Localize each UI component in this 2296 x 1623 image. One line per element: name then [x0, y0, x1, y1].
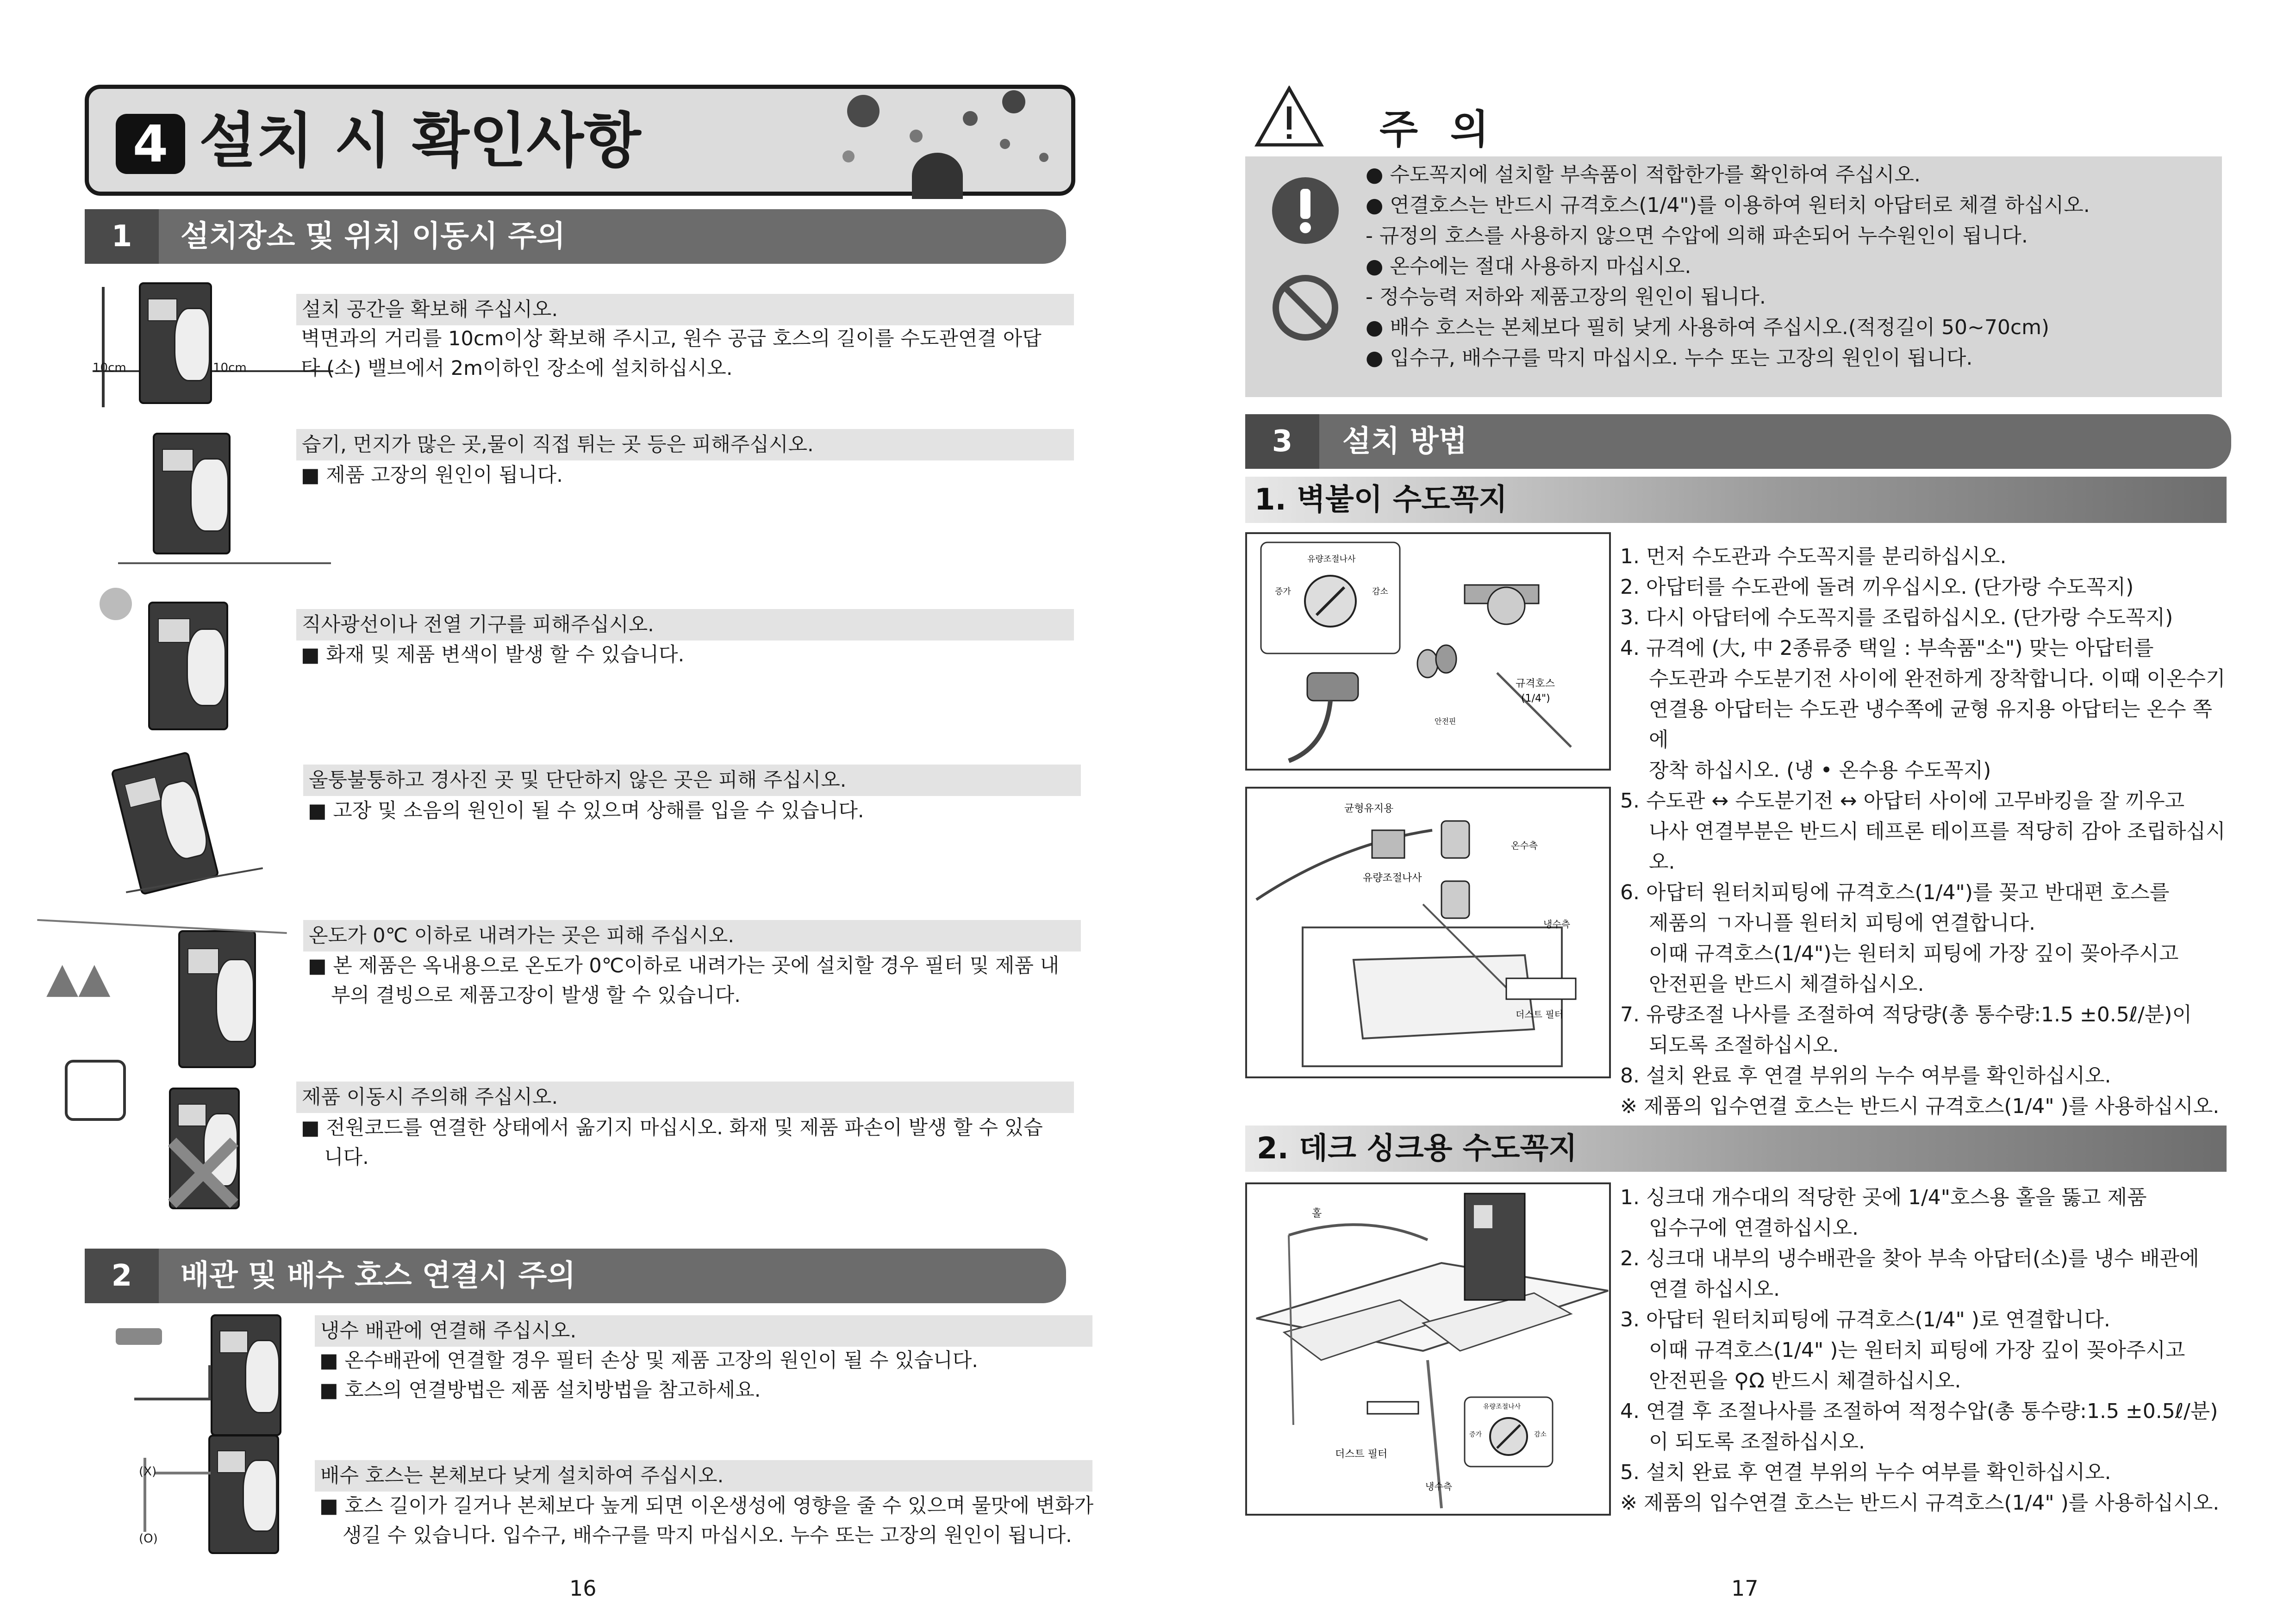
- caution-lines: ● 수도꼭지에 설치할 부속품이 적합한가를 확인하여 주십시오. ● 연결호스는 반드시 규격호스(1/4")를 이용하여 원터치 아답터로 체결 하십시오. - 규정의 호스를 사용하지 않으면 수압에 의해 파손되어 누수원인이 됩니다. ● 온수에는 절대 사용하지 마십시오. - 정수능력 저하와 제품고장의 원인이 됩니다. ● 배수 호스는 본체보다 필히 낮게 사용하여 주십시오.(적정길이 50~70cm) ● 입수구, 배수구를 막지 마십시오. 누수 또는 고장의 원인이 됩니다.: [1366, 163, 2090, 370]
- svg-text:유량조절나사: 유량조절나사: [1307, 554, 1356, 564]
- item2-body: ■ 제품 고장의 원인이 됩니다.: [301, 464, 563, 487]
- mark-o: (O): [139, 1532, 158, 1546]
- item5-heading: 온도가 0℃ 이하로 내려가는 곳은 피해 주십시오.: [303, 920, 1081, 951]
- chapter-number-badge: 4: [116, 114, 185, 174]
- page-number-left: 16: [569, 1576, 597, 1601]
- item4-heading: 울퉁불퉁하고 경사진 곳 및 단단하지 않은 곳은 피해 주십시오.: [303, 765, 1081, 796]
- mark-x: (X): [139, 1465, 157, 1479]
- item8-body: ■ 호스 길이가 길거나 본체보다 높게 되면 이온생성에 영향을 줄 수 있으며 물맛에 변화가 생길 수 있습니다. 입수구, 배수구를 막지 마십시오. 누수 또는 고장의 원인이 됩니다.: [319, 1494, 1094, 1547]
- svg-text:냉수측: 냉수측: [1425, 1481, 1452, 1492]
- svg-text:냉수측: 냉수측: [1543, 919, 1570, 930]
- section2-number: 2: [85, 1249, 159, 1303]
- svg-text:유량조절나사: 유량조절나사: [1363, 872, 1422, 884]
- item7-body: ■ 온수배관에 연결할 경우 필터 손상 및 제품 고장의 원인이 될 수 있습니다. ■ 호스의 연결방법은 제품 설치방법을 참고하세요.: [319, 1349, 978, 1402]
- item2-heading: 습기, 먼지가 많은 곳,물이 직접 튀는 곳 등은 피해주십시오.: [296, 429, 1074, 460]
- figure-deck-sink: [1245, 1182, 1611, 1516]
- item1-heading: 설치 공간을 확보해 주십시오.: [296, 294, 1074, 325]
- svg-text:유량조절나사: 유량조절나사: [1483, 1403, 1521, 1411]
- item8-heading: 배수 호스는 본체보다 낮게 설치하여 주십시오.: [315, 1460, 1092, 1492]
- page-number-right: 17: [1731, 1576, 1759, 1601]
- dimension-right: 10cm: [213, 361, 247, 375]
- svg-text:감소: 감소: [1534, 1431, 1547, 1438]
- figure-wall-faucet-adapter: [1245, 532, 1611, 771]
- caution-title: 주 의: [1379, 106, 1498, 153]
- svg-text:감소: 감소: [1372, 587, 1388, 597]
- prohibition-icon: [1271, 273, 1340, 344]
- item1-body: 벽면과의 거리를 10cm이상 확보해 주시고, 원수 공급 호스의 길이를 수도관연결 아답 타 (소) 밸브에서 2m이하인 장소에 설치하십시오.: [301, 327, 1042, 380]
- subsection2-title: 2. 데크 싱크용 수도꼭지: [1257, 1132, 1578, 1166]
- subsection2-steps: 1. 싱크대 개수대의 적당한 곳에 1/4"호스용 홀을 뚫고 제품 입수구에 연결하십시오. 2. 싱크대 내부의 냉수배관을 찾아 부속 아답터(소)를 냉수 배관에 연결 하십시오. 3. 아답터 원터치피팅에 규격호스(1/4" )로 연결합니다. 이때 규격호스(1/4" )는 원터치 피팅에 가장 깊이 꽂아주시고 안전핀을 ⚲Ω 반드시 체결하십시오. 4. 연결 후 조절나사를 조절하여 적정수압(총 통수량:1.5 ±0.5ℓ/분) 이 되도록 조절하십시오. 5. 설치 완료 후 연결 부위의 누수 여부를 확인하십시오. ※ 제품의 입수연결 호스는 반드시 규격호스(1/4" )를 사용하십시오.: [1620, 1186, 2220, 1515]
- item4-body: ■ 고장 및 소음의 원인이 될 수 있으며 상해를 입을 수 있습니다.: [308, 799, 864, 822]
- svg-text:안전핀: 안전핀: [1435, 717, 1456, 726]
- subsection1-steps: 1. 먼저 수도관과 수도꼭지를 분리하십시오. 2. 아답터를 수도관에 돌려 끼우십시오. (단가랑 수도꼭지) 3. 다시 아답터에 수도꼭지를 조립하십시오. (단가랑 수도꼭지) 4. 규격에 (大, 中 2종류중 택일 : 부속품"소") 맞는 아답터를 수도관과 수도분기전 사이에 완전하게 장착합니다. 이때 이온수기 연결용 아답터는 수도관 냉수쪽에 균형 유지용 아답터는 온수 쪽에 장착 하십시오. (냉 • 온수용 수도꼭지) 5. 수도관 ↔ 수도분기전 ↔ 아답터 사이에 고무바킹을 잘 끼우고 나사 연결부분은 반드시 테프론 테이프를 적당히 감아 조립하십시오. 6. 아답터 원터치피팅에 규격호스(1/4")를 꽂고 반대편 호스를 제품의 ㄱ자니플 원터치 피팅에 연결합니다. 이때 규격호스(1/4")는 원터치 피팅에 가장 깊이 꽂아주시고 안전핀을 반드시 체결하십시오. 7. 유량조절 나사를 조절하여 적당량(총 통수량:1.5 ±0.5ℓ/분)이 되도록 조절하십시오. 8. 설치 완료 후 연결 부위의 누수 여부를 확인하십시오. ※ 제품의 입수연결 호스는 반드시 규격호스(1/4" )를 사용하십시오.: [1620, 545, 2226, 1118]
- svg-text:더스트 필터: 더스트 필터: [1516, 1009, 1563, 1020]
- chapter-title: 설치 시 확인사항: [199, 106, 641, 175]
- section3-number: 3: [1245, 414, 1319, 469]
- item3-body: ■ 화재 및 제품 변색이 발생 할 수 있습니다.: [301, 643, 685, 666]
- svg-text:규격호스: 규격호스: [1516, 678, 1555, 690]
- item5-body: ■ 본 제품은 옥내용으로 온도가 0℃이하로 내려가는 곳에 설치할 경우 필터 및 제품 내 부의 결빙으로 제품고장이 발생 할 수 있습니다.: [308, 954, 1060, 1007]
- figure-wall-faucet-install: [1245, 787, 1611, 1078]
- svg-text:온수측: 온수측: [1511, 840, 1538, 851]
- svg-text:증가: 증가: [1275, 587, 1291, 597]
- item7-heading: 냉수 배관에 연결해 주십시오.: [315, 1315, 1092, 1347]
- svg-text:증가: 증가: [1469, 1431, 1482, 1438]
- section1-number: 1: [85, 209, 159, 264]
- exclamation-icon: [1271, 176, 1340, 247]
- section2-title: 배관 및 배수 호스 연결시 주의: [181, 1259, 576, 1293]
- item6-body: ■ 전원코드를 연결한 상태에서 옮기지 마십시오. 화재 및 제품 파손이 발생 할 수 있습 니다.: [301, 1116, 1043, 1169]
- svg-text:더스트 필터: 더스트 필터: [1335, 1449, 1388, 1460]
- item3-heading: 직사광선이나 전열 기구를 피해주십시오.: [296, 609, 1074, 640]
- section1-title: 설치장소 및 위치 이동시 주의: [181, 219, 566, 254]
- svg-text:홀: 홀: [1312, 1208, 1322, 1219]
- warning-triangle-icon: [1254, 86, 1324, 150]
- subsection1-title: 1. 벽붙이 수도꼭지: [1254, 483, 1508, 517]
- dimension-left: 10cm: [93, 361, 126, 375]
- svg-text:(1/4"): (1/4"): [1521, 693, 1550, 704]
- section3-title: 설치 방법: [1342, 424, 1467, 459]
- svg-text:균형유지용: 균형유지용: [1344, 803, 1394, 815]
- item6-heading: 제품 이동시 주의해 주십시오.: [296, 1082, 1074, 1113]
